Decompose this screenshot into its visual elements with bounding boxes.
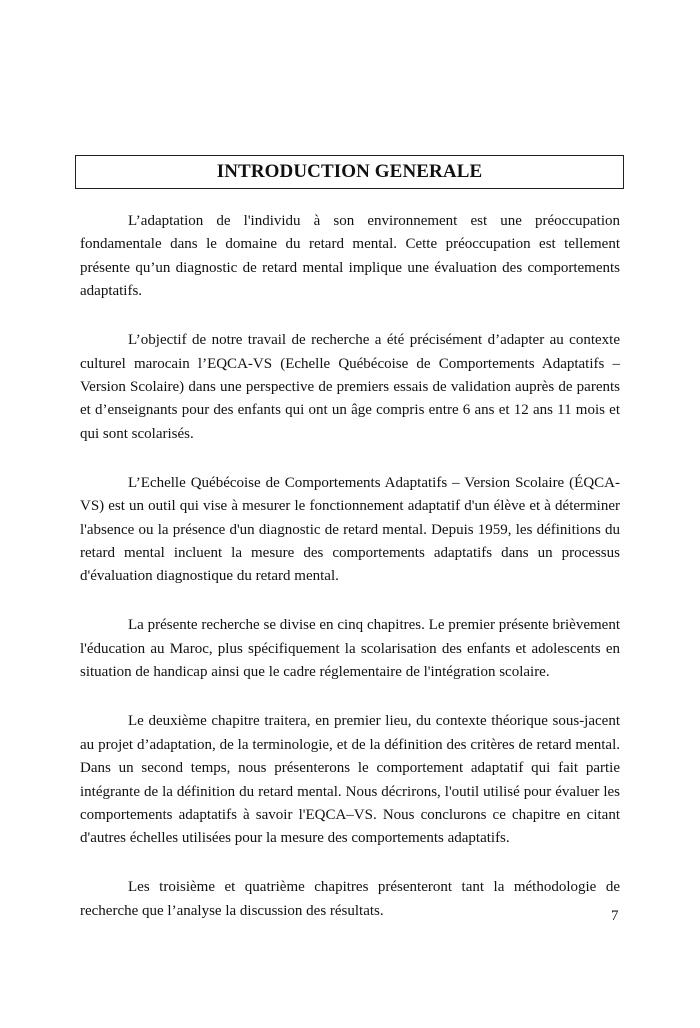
document-body xyxy=(80,210,620,949)
paragraph: Le deuxième chapitre traitera, en premier lieu, du contexte théorique sous-jacent au projet d’adaptation, de la terminologie, et de la définition des critères de retard mental. Dans un second temps, nous présenterons le comportement adaptatif qui fait partie intégrante de la définition du retard mental. Nous décrirons, l'outil utilisé pour évaluer les comportements adaptatifs à savoir l'EQCA–VS. Nous conclurons ce chapitre en citant d'autres échelles utilisées pour la mesure des comportements adaptatifs. xyxy=(80,713,620,847)
page-number: 7 xyxy=(611,908,619,924)
paragraph: L’Echelle Québécoise de Comportements Adaptatifs – Version Scolaire (ÉQCA-VS) est un outil qui vise à mesurer le fonctionnement adaptatif d'un élève et à déterminer l'absence ou la présence d'un diagnostic de retard mental. Depuis 1959, les définitions du retard mental incluent la mesure des comportements adaptatifs dans un processus d'évaluation diagnostique du retard mental. xyxy=(80,474,620,585)
paragraph: L’objectif de notre travail de recherche a été précisément d’adapter au contexte culturel marocain l’EQCA-VS (Echelle Québécoise de Comportements Adaptatifs – Version Scolaire) dans une perspective de premiers essais de validation auprès de parents et d’enseignants pour des enfants qui ont un âge compris entre 6 ans et 12 ans 11 mois et qui sont scolarisés. xyxy=(80,332,620,442)
paragraph: La présente recherche se divise en cinq chapitres. Le premier présente brièvement l'éducation au Maroc, plus spécifiquement la scolarisation des enfants et adolescents en situation de handicap ainsi que le cadre réglementaire de l'intégration scolaire. xyxy=(80,617,620,681)
paragraph: Les troisième et quatrième chapitres présenteront tant la méthodologie de recherche que l’analyse la discussion des résultats. xyxy=(80,879,620,919)
page-title: INTRODUCTION GENERALE xyxy=(216,161,483,182)
paragraph: L’adaptation de l'individu à son environnement est une préoccupation fondamentale dans le domaine du retard mental. Cette préoccupation est tellement présente qu’un diagnostic de retard mental implique une évaluation des comportements adaptatifs. xyxy=(80,213,620,300)
title-box xyxy=(75,155,624,189)
